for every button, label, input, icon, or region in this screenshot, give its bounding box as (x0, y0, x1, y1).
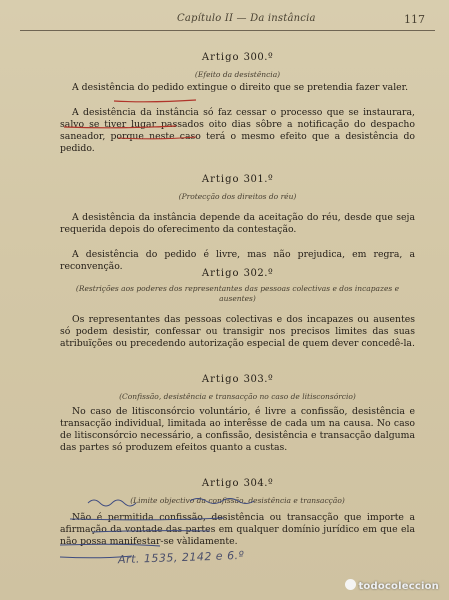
article-303 (60, 368, 415, 478)
article-subtitle: (Confissão, desistência e transacção no caso de litisconsórcio) (119, 392, 356, 401)
article-paragraph: A desistência do pedido é livre, mas não prejudica, em regra, a reconvenção. (60, 249, 415, 273)
article-subtitle: (Restrições aos poderes dos representantes das pessoas colectivas e dos incapazes e ausentes) (75, 284, 400, 303)
article-subtitle: (Protecção dos direitos do réu) (178, 192, 297, 201)
watermark: todocoleccion (345, 579, 439, 592)
article-paragraph: No caso de litisconsórcio voluntário, é livre a confissão, desistência e transacção individual, limitada ao interêsse de cada um na causa. No caso de litisconsórcio necessário, a confissão, desistência e transacção dalguma das partes só produzem efeitos quanto a custas. (60, 406, 415, 454)
article-300 (60, 46, 415, 166)
handwritten-note: Art. 1535, 2142 e 6.º (117, 548, 245, 567)
article-heading: Artigo 301.º (201, 174, 274, 185)
article-heading: Artigo 304.º (201, 478, 274, 489)
running-header (20, 8, 435, 31)
article-subtitle: (Limite objectivo da confissão, desistência e transacção) (130, 496, 345, 505)
article-subtitle: (Efeito da desistência) (194, 70, 281, 79)
article-heading: Artigo 300.º (201, 52, 274, 63)
article-heading: Artigo 303.º (201, 374, 274, 385)
running-title: Capítulo II — Da instância (177, 13, 316, 24)
article-paragraph: A desistência da instância depende da aceitação do réu, desde que seja requerida depois do oferecimento da contestação. (60, 212, 415, 236)
article-paragraph: Os representantes das pessoas colectivas e dos incapazes ou ausentes só podem desistir, confessar ou transigir nos precisos limites das suas atribuïções ou precedendo autorização especial de quem dever concedê-la. (60, 314, 415, 350)
page-number: 117 (404, 13, 425, 26)
article-302 (60, 268, 415, 368)
article-heading: Artigo 302.º (201, 268, 274, 279)
article-301 (60, 170, 415, 273)
article-paragraph: A desistência da instância só faz cessar o processo que se instaurara, salvo se tiver lugar passados oito dias sôbre a notificação do despacho saneador, porque neste caso terá o mesmo efeito que a desistência do pedido. (60, 107, 415, 155)
article-paragraph: Não é permitida confissão, desistência ou transacção que importe a afirmação da vontade das partes em qualquer domínio jurídico em que ela não possa manifestar-se vàlidamente. (60, 512, 415, 548)
article-paragraph: A desistência do pedido extingue o direito que se pretendia fazer valer. (72, 82, 409, 93)
logo-icon (345, 579, 356, 590)
